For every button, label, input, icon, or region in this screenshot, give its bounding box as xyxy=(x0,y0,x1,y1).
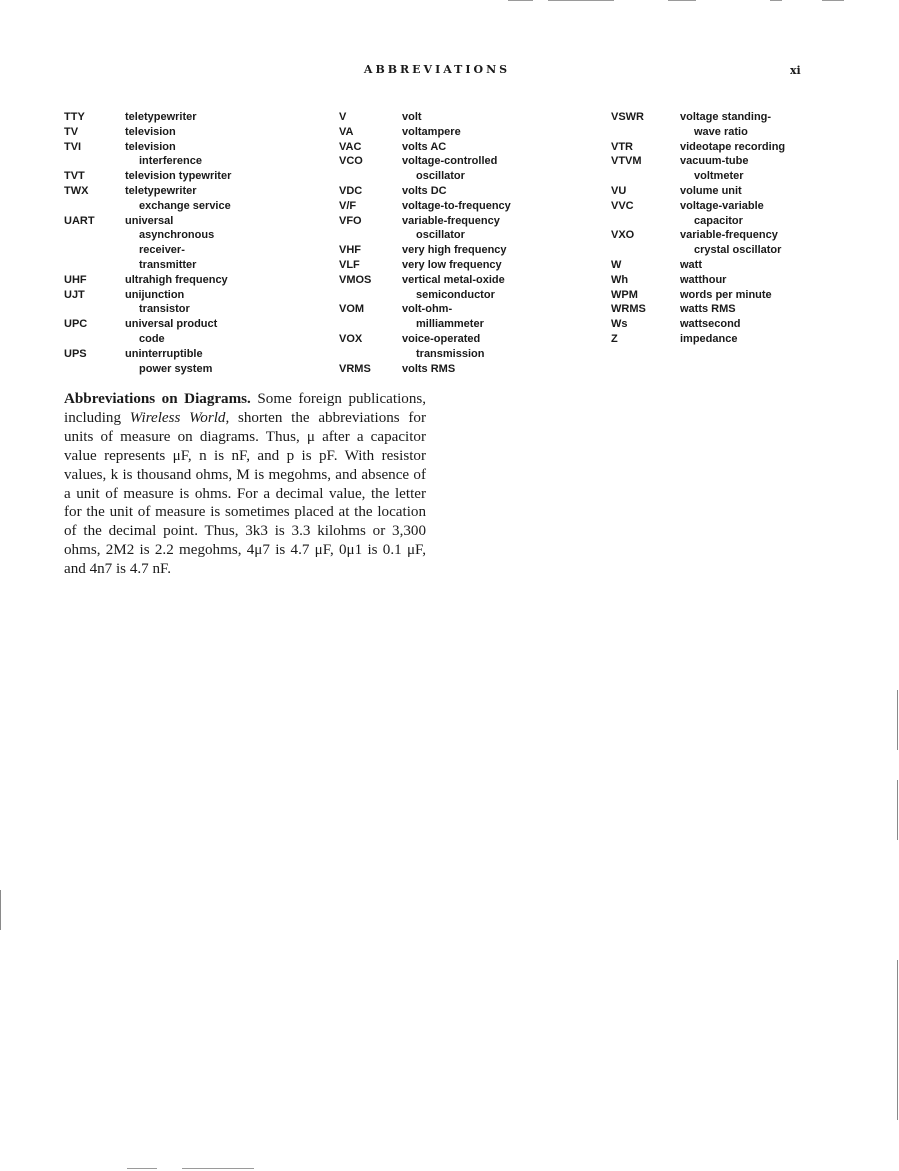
scan-artifact xyxy=(770,0,782,1)
abbreviation-term: VHF xyxy=(339,244,361,257)
definition-line: universal xyxy=(125,214,174,227)
abbreviation-definition xyxy=(125,184,231,214)
abbreviation-term: WPM xyxy=(611,288,638,301)
abbreviation-definition xyxy=(402,184,447,199)
abbreviation-definition xyxy=(680,273,726,288)
abbreviation-term: V/F xyxy=(339,199,357,212)
abbreviation-definition xyxy=(125,140,202,170)
abbreviation-term: TVI xyxy=(64,140,82,153)
abbreviation-term: VA xyxy=(339,125,354,138)
abbreviation-term: V xyxy=(339,111,347,123)
definition-line: power system xyxy=(139,362,213,375)
abbreviation-term: TV xyxy=(64,125,79,138)
definition-line: transmission xyxy=(416,347,485,360)
abbreviation-entry xyxy=(611,184,785,199)
abbreviation-term: VCO xyxy=(339,155,363,168)
definition-line: volt-ohm- xyxy=(402,303,453,316)
abbreviation-entry xyxy=(611,302,785,317)
definition-line: television typewriter xyxy=(125,170,232,183)
abbreviation-entry xyxy=(64,288,231,318)
abbreviation-definition xyxy=(680,184,742,199)
definition-line: television xyxy=(125,140,176,153)
abbreviation-definition xyxy=(402,125,461,140)
abbreviation-definition xyxy=(402,273,505,303)
definition-line: interference xyxy=(139,155,202,168)
abbreviation-term: VAC xyxy=(339,140,362,153)
abbreviation-entry xyxy=(611,332,785,347)
abbreviation-entry xyxy=(611,317,785,332)
definition-line: wattsecond xyxy=(680,318,741,331)
definition-line: watt xyxy=(680,258,702,271)
abbreviation-term: VTVM xyxy=(611,155,642,168)
definition-line: variable-frequency xyxy=(402,214,500,227)
abbreviation-entry xyxy=(64,169,231,184)
abbreviation-entry xyxy=(611,273,785,288)
definition-line: transistor xyxy=(139,303,190,316)
definition-line: variable-frequency xyxy=(680,229,778,242)
definition-line: vacuum-tube xyxy=(680,155,749,168)
definition-line: voltage-controlled xyxy=(402,155,498,168)
scan-artifact xyxy=(182,1168,254,1169)
definition-line: voltage-variable xyxy=(680,199,764,212)
definition-line: unijunction xyxy=(125,288,185,301)
definition-line: volts RMS xyxy=(402,362,456,375)
definition-line: teletypewriter xyxy=(125,184,197,197)
definition-line: words per minute xyxy=(680,288,772,301)
abbreviation-definition xyxy=(680,288,772,303)
page-number: xi xyxy=(790,64,801,77)
abbreviation-definition xyxy=(680,302,736,317)
abbreviation-entry xyxy=(611,199,785,229)
abbreviation-entry xyxy=(64,347,231,377)
abbreviation-term: Wh xyxy=(611,273,629,286)
definition-line: universal product xyxy=(125,318,218,331)
abbreviation-term: VFO xyxy=(339,214,362,227)
abbreviation-term: VDC xyxy=(339,184,363,197)
abbreviation-entry xyxy=(611,258,785,273)
definition-line: code xyxy=(139,332,165,345)
abbreviation-term: TWX xyxy=(64,184,89,197)
abbreviation-entry xyxy=(339,140,511,155)
abbreviation-definition xyxy=(402,199,511,214)
definition-line: voltage standing- xyxy=(680,111,772,123)
definition-line: transmitter xyxy=(139,258,197,271)
definition-line: volume unit xyxy=(680,184,742,197)
abbreviation-definition xyxy=(125,273,228,288)
definition-line: volts DC xyxy=(402,184,447,197)
scan-artifact xyxy=(822,0,844,1)
abbreviation-term: Ws xyxy=(611,318,628,331)
definition-line: milliammeter xyxy=(416,318,484,331)
abbreviation-definition xyxy=(125,347,212,377)
abbreviation-column-2 xyxy=(339,110,511,376)
abbreviation-entry xyxy=(611,228,785,258)
definition-line: teletypewriter xyxy=(125,111,197,123)
definition-line: oscillator xyxy=(416,170,465,183)
abbreviation-entry xyxy=(339,332,511,362)
definition-line: vertical metal-oxide xyxy=(402,273,505,286)
abbreviation-term: UJT xyxy=(64,288,85,301)
abbreviation-entry xyxy=(339,273,511,303)
scan-artifact xyxy=(897,690,898,750)
abbreviation-definition xyxy=(680,258,702,273)
abbreviation-term: UPC xyxy=(64,318,88,331)
abbreviation-term: VU xyxy=(611,184,627,197)
definition-line: uninterruptible xyxy=(125,347,203,360)
scan-artifact xyxy=(897,960,898,1120)
definition-line: voltampere xyxy=(402,125,461,138)
abbreviation-definition xyxy=(680,332,737,347)
definition-line: voltage-to-frequency xyxy=(402,199,511,212)
definition-line: volts AC xyxy=(402,140,447,153)
abbreviation-entry xyxy=(339,110,511,125)
definition-line: very low frequency xyxy=(402,258,502,271)
abbreviation-definition xyxy=(402,243,507,258)
abbreviation-definition xyxy=(402,362,455,377)
definition-line: videotape recording xyxy=(680,140,786,153)
abbreviation-term: VLF xyxy=(339,258,360,271)
abbreviation-definition xyxy=(402,110,422,125)
abbreviation-term: VVC xyxy=(611,199,634,212)
definition-line: volt xyxy=(402,111,422,123)
abbreviation-definition xyxy=(125,288,190,318)
abbreviation-entry xyxy=(64,184,231,214)
abbreviation-definition xyxy=(402,154,497,184)
definition-line: wave ratio xyxy=(694,125,748,138)
abbreviation-column-3 xyxy=(611,110,785,347)
definition-line: voice-operated xyxy=(402,332,481,345)
abbreviation-term: W xyxy=(611,258,622,271)
abbreviation-column-1 xyxy=(64,110,231,376)
definition-line: voltmeter xyxy=(694,170,744,183)
abbreviation-definition xyxy=(402,332,484,362)
definition-line: receiver- xyxy=(139,244,185,257)
definition-line: impedance xyxy=(680,332,738,345)
publication-title: Wireless World, xyxy=(129,409,230,426)
abbreviation-definition xyxy=(125,110,197,125)
definition-line: oscillator xyxy=(416,229,465,242)
definition-line: asynchronous xyxy=(139,229,215,242)
abbreviation-term: VOX xyxy=(339,332,363,345)
definition-line: very high frequency xyxy=(402,244,507,257)
abbreviation-entry xyxy=(339,125,511,140)
scan-artifact xyxy=(127,1168,157,1169)
abbreviation-entry xyxy=(339,258,511,273)
abbreviation-term: VXO xyxy=(611,229,635,242)
abbreviation-definition xyxy=(680,154,748,184)
abbreviation-definition xyxy=(125,125,176,140)
abbreviation-term: Z xyxy=(611,332,618,345)
abbreviation-entry xyxy=(64,125,231,140)
definition-line: watts RMS xyxy=(680,303,736,316)
abbreviation-entry xyxy=(339,184,511,199)
abbreviation-entry xyxy=(339,199,511,214)
abbreviation-definition xyxy=(402,302,484,332)
abbreviation-entry xyxy=(64,110,231,125)
definition-line: capacitor xyxy=(694,214,743,227)
abbreviation-entry xyxy=(64,273,231,288)
abbreviation-definition xyxy=(680,140,785,155)
abbreviation-entry xyxy=(611,110,785,140)
abbreviation-entry xyxy=(339,362,511,377)
abbreviation-entry xyxy=(611,288,785,303)
abbreviation-definition xyxy=(680,317,741,332)
definition-line: ultrahigh frequency xyxy=(125,273,228,286)
abbreviation-definition xyxy=(402,258,502,273)
abbreviation-term: TVT xyxy=(64,170,85,183)
abbreviation-definition xyxy=(680,199,764,229)
abbreviation-definition xyxy=(680,110,771,140)
page-title: ABBREVIATIONS xyxy=(363,63,511,76)
scan-artifact xyxy=(668,0,696,1)
abbreviation-term: UPS xyxy=(64,347,87,360)
abbreviation-term: VRMS xyxy=(339,362,371,375)
abbreviation-entry xyxy=(339,243,511,258)
abbreviation-term: WRMS xyxy=(611,303,646,316)
definition-line: crystal oscillator xyxy=(694,244,782,257)
abbreviation-term: VOM xyxy=(339,303,365,316)
abbreviation-entry xyxy=(339,154,511,184)
paragraph-text: shorten the abbreviations for units of measure on diagrams. Thus, μ after a capacitor value represents μF, n is nF, and p is pF. With resistor values, k is thousand ohms, M is megohms, and absence of a unit of measure is ohms. For a decimal value, the letter for the unit of measure is sometimes placed at the location of the decimal point. Thus, 3k3 is 3.3 kilohms or 3,300 ohms, 2M2 is 2.2 megohms, 4μ7 is 4.7 μF, 0μ1 is 0.1 μF, and 4n7 is 4.7 nF. xyxy=(64,409,426,578)
abbreviation-term: VTR xyxy=(611,140,633,153)
abbreviation-entry xyxy=(611,154,785,184)
abbreviation-term: UHF xyxy=(64,273,87,286)
abbreviation-entry xyxy=(64,140,231,170)
scan-artifact xyxy=(548,0,614,1)
definition-line: semiconductor xyxy=(416,288,495,301)
abbreviation-entry xyxy=(339,214,511,244)
abbreviation-term: TTY xyxy=(64,111,85,123)
abbreviation-definition xyxy=(402,140,446,155)
abbreviation-definition xyxy=(125,214,214,273)
abbreviation-definition xyxy=(125,169,231,184)
paragraph-heading: Abbreviations on Diagrams. xyxy=(64,391,251,407)
definition-line: watthour xyxy=(680,273,727,286)
abbreviation-definition xyxy=(680,228,781,258)
abbreviation-term: VMOS xyxy=(339,273,372,286)
scan-artifact xyxy=(897,780,898,840)
abbreviation-entry xyxy=(611,140,785,155)
abbreviation-definition xyxy=(125,317,217,347)
diagrams-paragraph xyxy=(64,390,426,579)
scan-artifact xyxy=(508,0,533,1)
abbreviation-term: UART xyxy=(64,214,95,227)
scan-artifact xyxy=(0,890,1,930)
definition-line: exchange service xyxy=(139,199,231,212)
paragraph-text: Some foreign publications, including xyxy=(64,391,427,426)
definition-line: television xyxy=(125,125,176,138)
abbreviation-entry xyxy=(339,302,511,332)
abbreviation-entry xyxy=(64,214,231,273)
abbreviation-term: VSWR xyxy=(611,111,644,123)
abbreviation-entry xyxy=(64,317,231,347)
abbreviation-definition xyxy=(402,214,500,244)
